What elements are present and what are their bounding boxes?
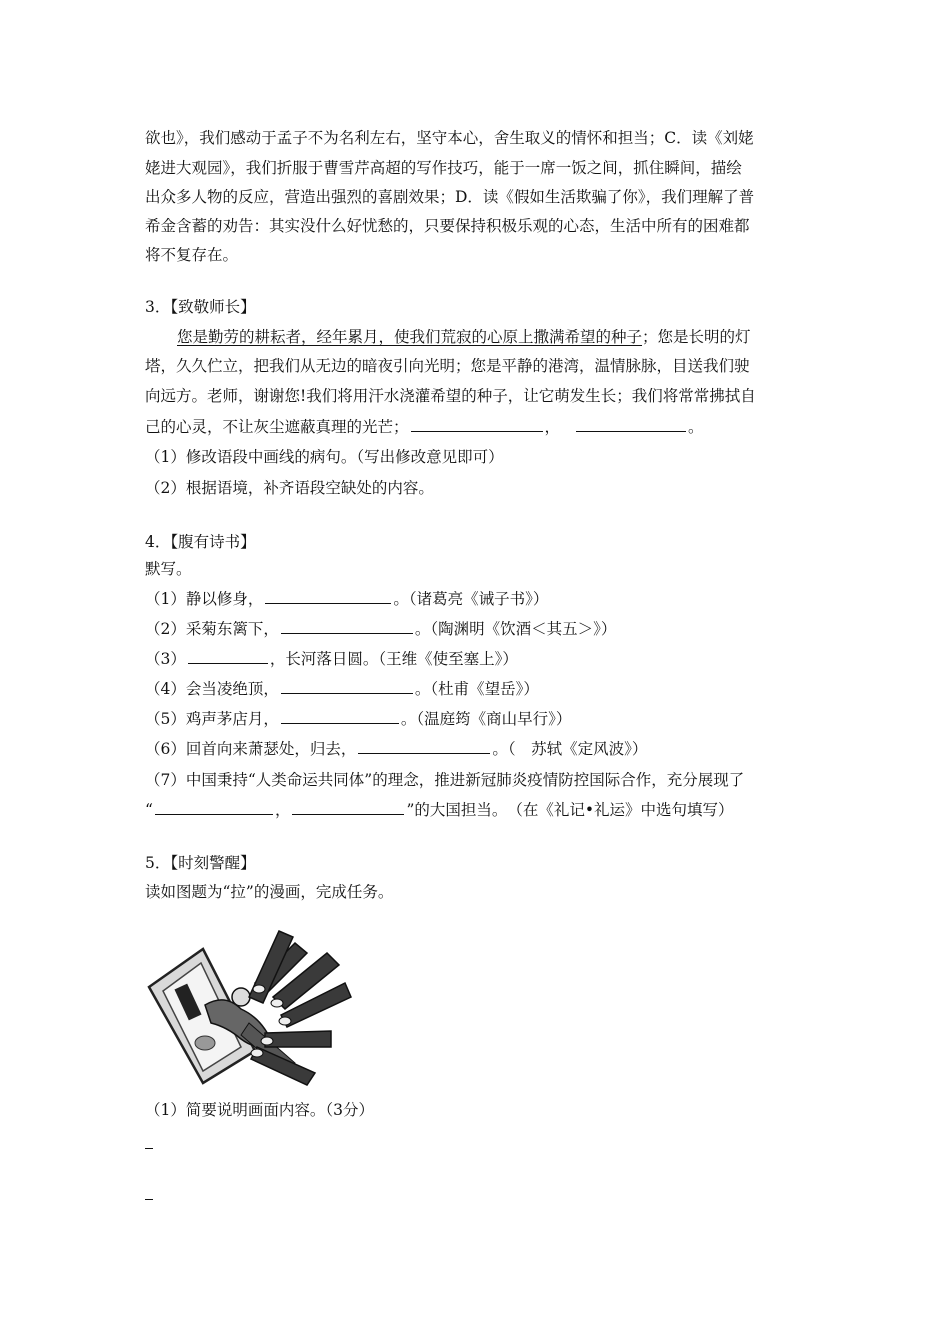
answer-line-2[interactable] (145, 1199, 153, 1200)
intro-line-1: 欲也》，我们感动于孟子不为名利左右，坚守本心，舍生取义的情怀和担当；C．读《刘姥 (145, 129, 754, 147)
q4-item-6: （6）回首向来萧瑟处，归去， 。（ 苏轼《定风波》） (145, 740, 648, 758)
q3-title: 3．【致敬师长】 (145, 298, 256, 316)
q4-blank-7b[interactable] (292, 800, 404, 815)
q4-title: 4．【腹有诗书】 (145, 533, 256, 551)
q4-blank-2[interactable] (281, 619, 413, 634)
q4-blank-7a[interactable] (155, 800, 273, 815)
intro-line-2: 姥进大观园》，我们折服于曹雪芹高超的写作技巧，能于一席一饭之间，抓住瞬间，描绘 (145, 159, 742, 177)
q4-item-3: （3） ，长河落日圆。（王维《使至塞上》） (145, 650, 518, 668)
pulling-hands (249, 931, 351, 1085)
q3-line4-text: 己的心灵，不让灰尘遮蔽真理的光芒； (145, 418, 409, 436)
intro-line-5: 将不复存在。 (145, 246, 239, 264)
q3-paragraph-line-3: 向远方。老师，谢谢您!我们将用汗水浇灌希望的种子，让它萌发生长；我们将常常拂拭自 (145, 387, 756, 405)
q4-blank-4[interactable] (281, 679, 413, 694)
q4-instruction: 默写。 (145, 560, 192, 578)
q3-blank-2[interactable] (576, 417, 686, 432)
q5-instruction: 读如图题为“拉”的漫画，完成任务。 (145, 883, 394, 901)
intro-line-4: 希金含蓄的劝告：其实没什么好忧愁的，只要保持积极乐观的心态，生活中所有的困难都 (145, 217, 750, 235)
q4-blank-5[interactable] (281, 709, 399, 724)
answer-line-1[interactable] (145, 1148, 153, 1149)
q3-sub-1: （1）修改语段中画线的病句。（写出修改意见即可） (145, 448, 504, 466)
q3-blank-1[interactable] (411, 417, 543, 432)
q4-item-4: （4）会当凌绝顶， 。（杜甫《望岳》） (145, 680, 539, 698)
q4-blank-6[interactable] (358, 739, 490, 754)
intro-line-3: 出众多人物的反应，营造出强烈的喜剧效果；D．读《假如生活欺骗了你》，我们理解了普 (145, 188, 755, 206)
q3-underlined-sentence: 您是勤劳的耕耘者，经年累月，使我们荒寂的心原上撒满希望的种子 (177, 328, 643, 346)
q3-paragraph-line-4 (145, 417, 704, 437)
cartoon-image (145, 923, 353, 1088)
q4-item-5: （5）鸡声茅店月， 。（温庭筠《商山早行》） (145, 710, 572, 728)
q3-sub-2: （2）根据语境，补齐语段空缺处的内容。 (145, 479, 434, 497)
q3-paragraph-line-1 (177, 327, 751, 347)
q4-item-7-line-2: “ ， ”的大国担当。 （在《礼记•礼运》中选句填写） (145, 801, 734, 819)
q4-blank-1[interactable] (265, 589, 391, 604)
q3-line1-rest: ；您是长明的灯 (642, 328, 751, 346)
q4-item-1: （1）静以修身， 。（诸葛亮《诫子书》） (145, 590, 549, 608)
q3-line4-comma: ， (544, 418, 561, 436)
q4-item-7-line-1: （7）中国秉持“人类命运共同体”的理念，推进新冠肺炎疫情防控国际合作，充分展现了 (145, 771, 745, 789)
q3-line4-period: 。 (688, 418, 704, 436)
q3-paragraph-line-2: 塔，久久伫立，把我们从无边的暗夜引向光明；您是平静的港湾，温情脉脉，目送我们驶 (145, 357, 750, 375)
q5-sub-1: （1）简要说明画面内容。（3分） (145, 1101, 374, 1119)
q4-blank-3[interactable] (188, 649, 268, 664)
q4-item-2: （2）采菊东篱下， 。（陶渊明《饮酒＜其五＞》） (145, 620, 617, 638)
q5-title: 5．【时刻警醒】 (145, 854, 256, 872)
